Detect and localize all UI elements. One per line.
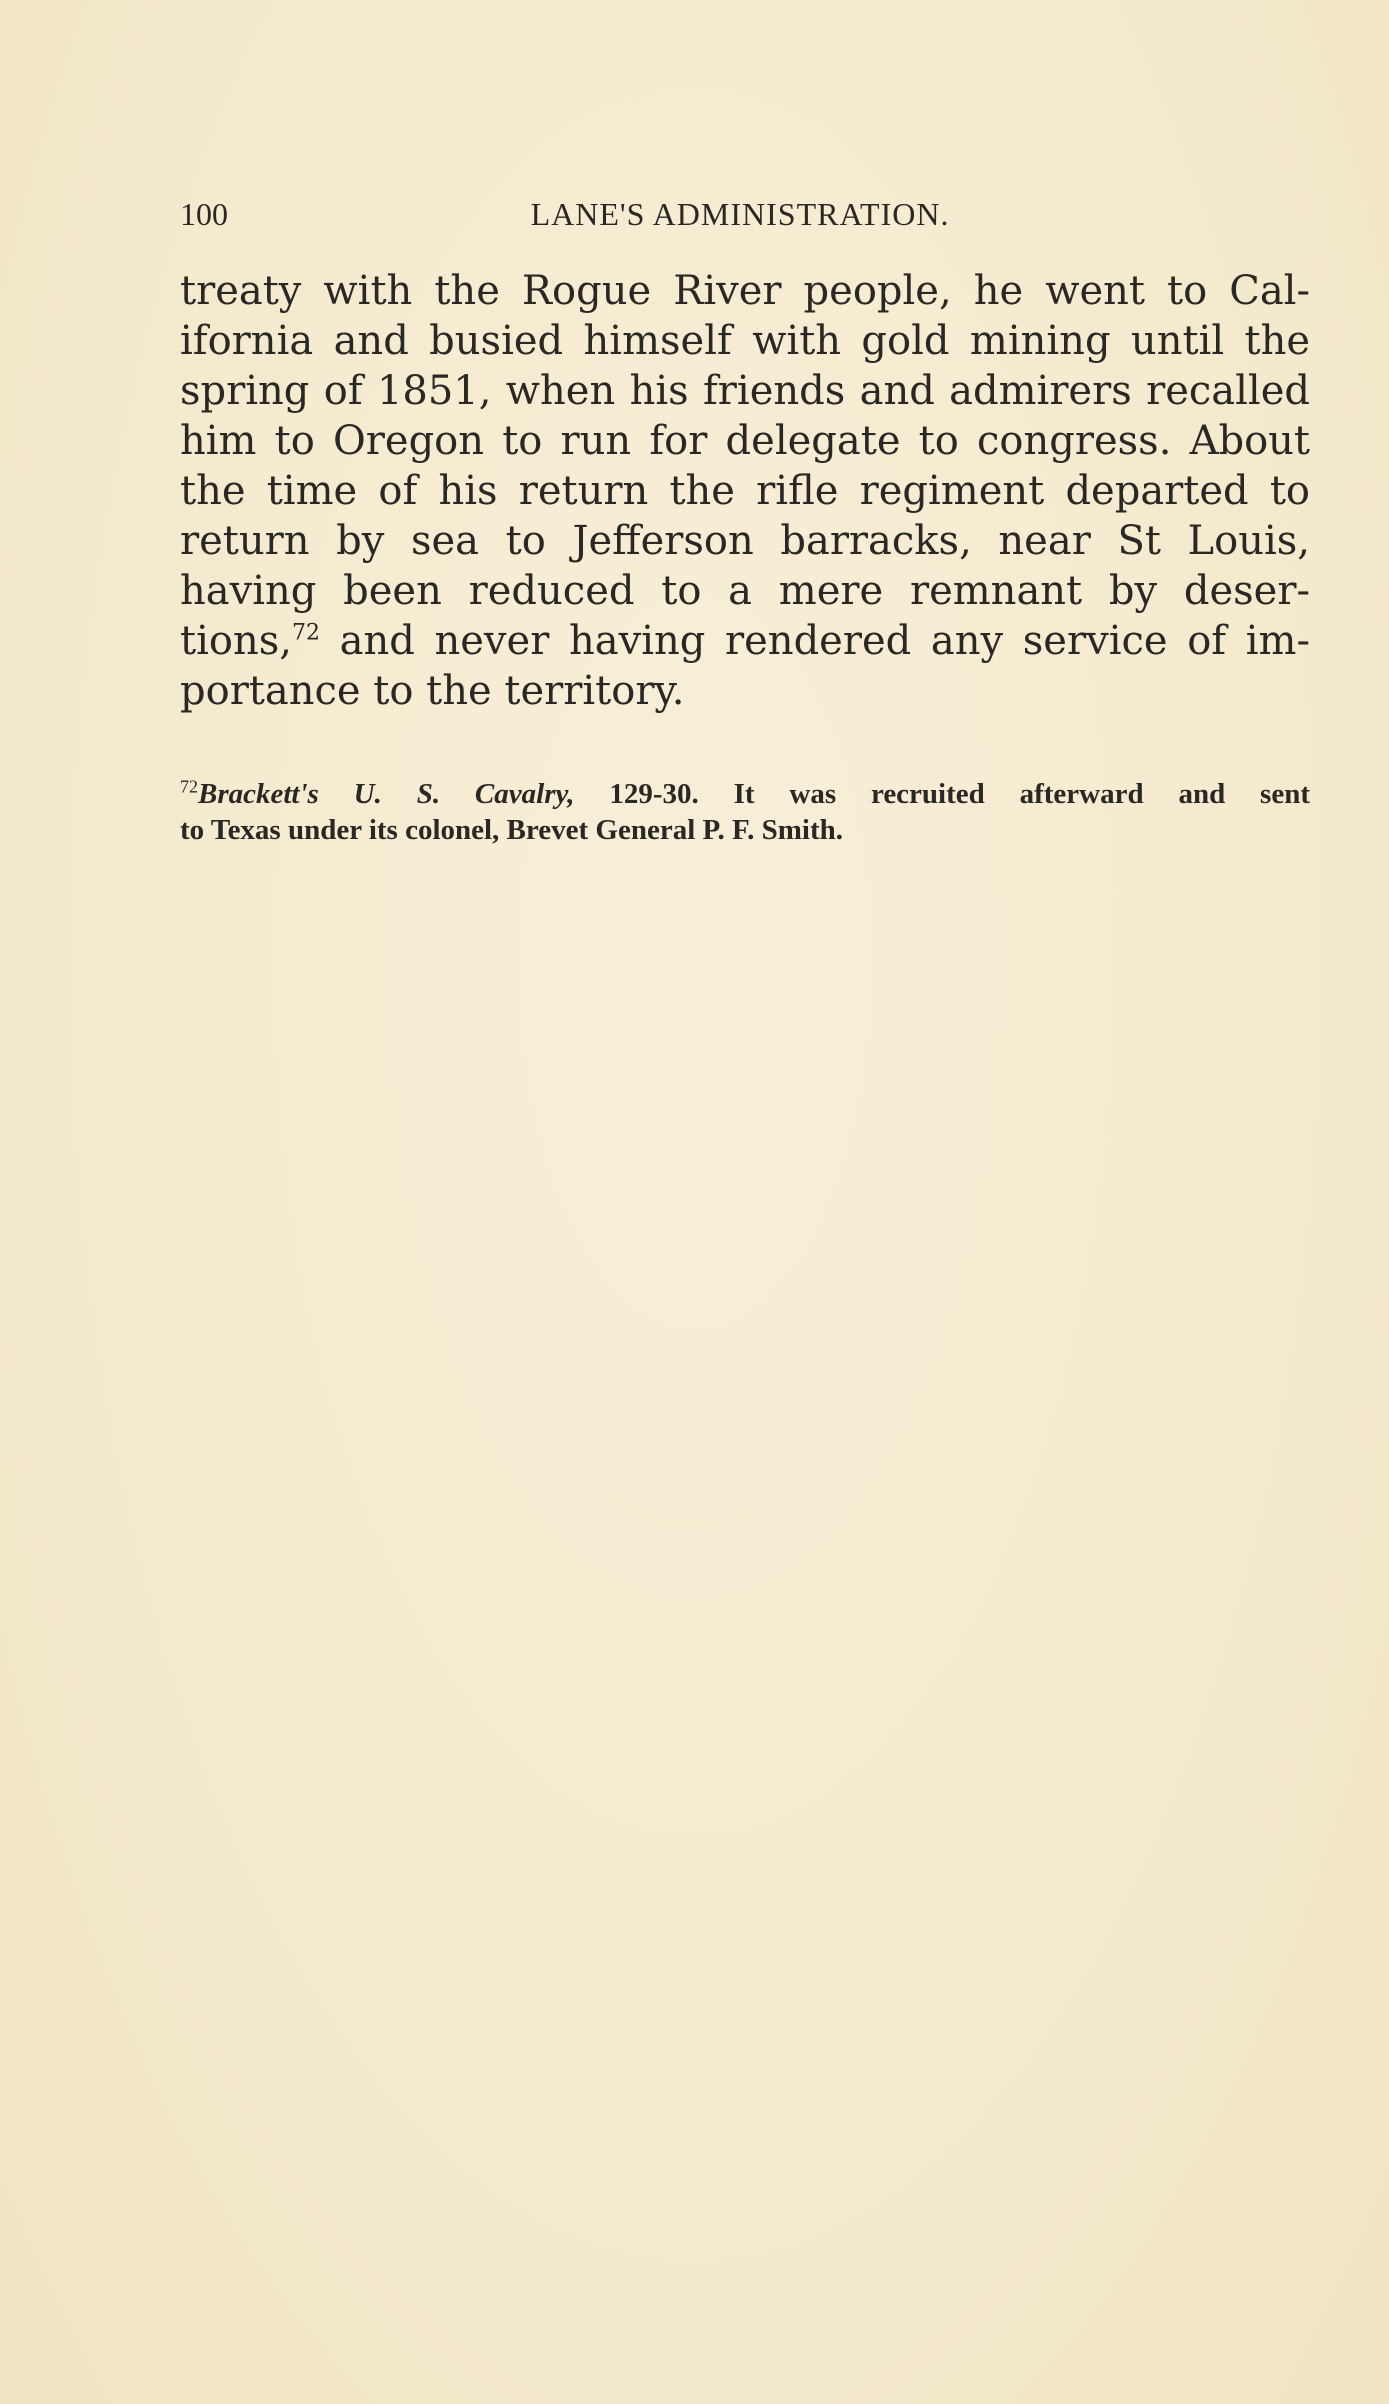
body-line-end: and never having rendered any service of im-	[339, 618, 1310, 664]
body-line: return by sea to Jefferson barracks, near St Louis,	[180, 518, 1310, 564]
body-line-start: tions,	[180, 618, 292, 664]
footnote-source: Brackett's U. S. Cavalry,	[198, 778, 575, 810]
footnote-line	[180, 776, 1310, 812]
body-line: portance to the territory.	[180, 668, 685, 714]
body-paragraph	[180, 266, 1310, 716]
footnote	[180, 776, 1310, 848]
page-number: 100	[180, 196, 228, 232]
body-line: spring of 1851, when his friends and admirers recalled	[180, 368, 1310, 414]
footnote-marker: 72	[180, 776, 198, 797]
footnote-line: to Texas under its colonel, Brevet General P. F. Smith.	[180, 814, 843, 846]
running-head	[180, 196, 1300, 236]
body-line: the time of his return the rifle regiment departed to	[180, 468, 1310, 514]
body-line: him to Oregon to run for delegate to congress. About	[180, 418, 1310, 464]
body-line: having been reduced to a mere remnant by deser-	[180, 568, 1310, 614]
body-line-with-note	[180, 616, 1310, 666]
footnote-reference[interactable]: 72	[291, 620, 320, 646]
running-title: LANE'S ADMINISTRATION.	[530, 196, 950, 232]
body-line: ifornia and busied himself with gold mining until the	[180, 318, 1310, 364]
footnote-text: 129-30. It was recruited afterward and sent	[574, 778, 1310, 810]
body-line: treaty with the Rogue River people, he went to Cal-	[180, 268, 1310, 314]
